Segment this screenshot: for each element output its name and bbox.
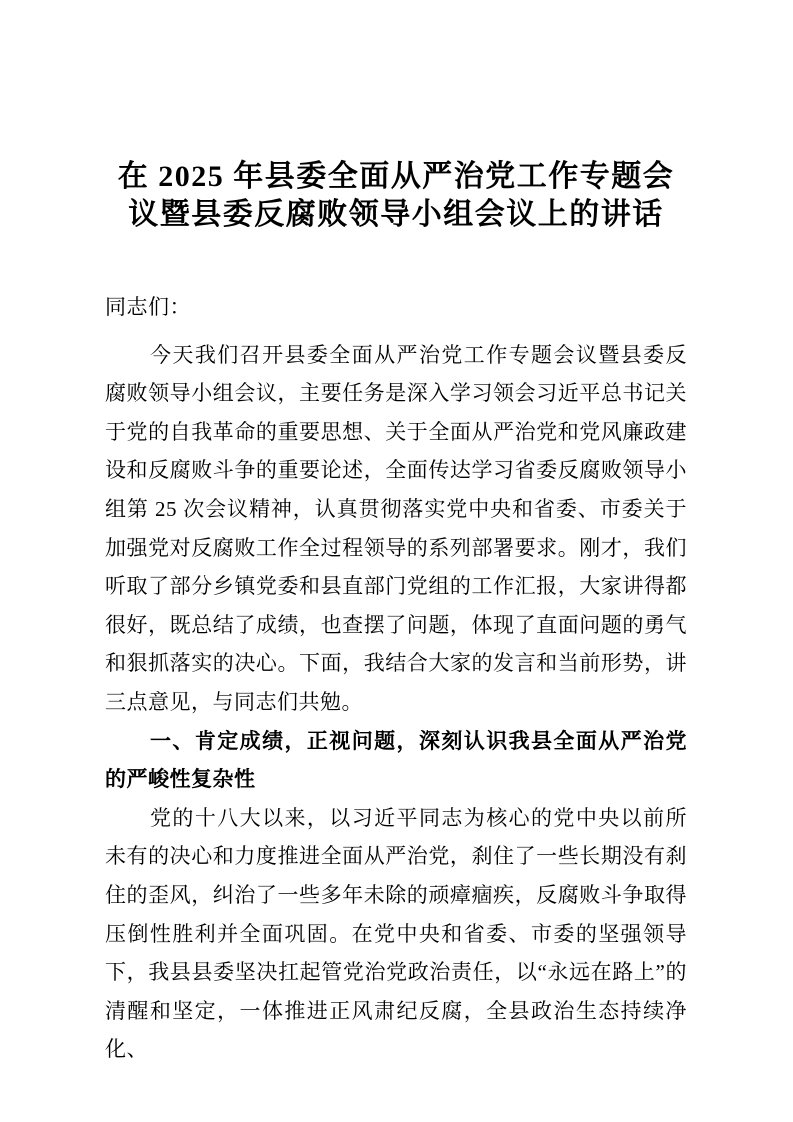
salutation: 同志们： — [105, 295, 191, 319]
section-1-paragraph: 党的十八大以来，以习近平同志为核心的党中央以前所未有的决心和力度推进全面从严治党，刹住了一些长期没有刹住的歪风，纠治了一些多年未除的顽瘴痼疾，反腐败斗争取得压倒性胜利并全面巩固。在党中央和省委、市委的坚强领导下，我县县委坚决扛起管党治党政治责任，以“永远在路上”的清醒和坚定，一体推进正风肃纪反腐，全县政治生态持续净化、 — [105, 805, 687, 1062]
document-title: 在 2025 年县委全面从严治党工作专题会议暨县委反腐败领导小组会议上的讲话 — [117, 160, 675, 231]
document-body — [105, 288, 687, 1069]
intro-paragraph: 今天我们召开县委全面从严治党工作专题会议暨县委反腐败领导小组会议，主要任务是深入学习领会习近平总书记关于党的自我革命的重要思想、关于全面从严治党和党风廉政建设和反腐败斗争的重要论述，全面传达学习省委反腐败领导小组第 25 次会议精神，认真贯彻落实党中央和省委、市委关于加强党对反腐败工作全过程领导的系列部署要求。刚才，我们听取了部分乡镇党委和县直部门党组的工作汇报，大家讲得都很好，既总结了成绩，也查摆了问题，体现了直面问题的勇气和狠抓落实的决心。下面，我结合大家的发言和当前形势，讲三点意见，与同志们共勉。 — [105, 342, 687, 714]
section-1-heading: 一、肯定成绩，正视问题，深刻认识我县全面从严治党的严峻性复杂性 — [105, 728, 687, 792]
